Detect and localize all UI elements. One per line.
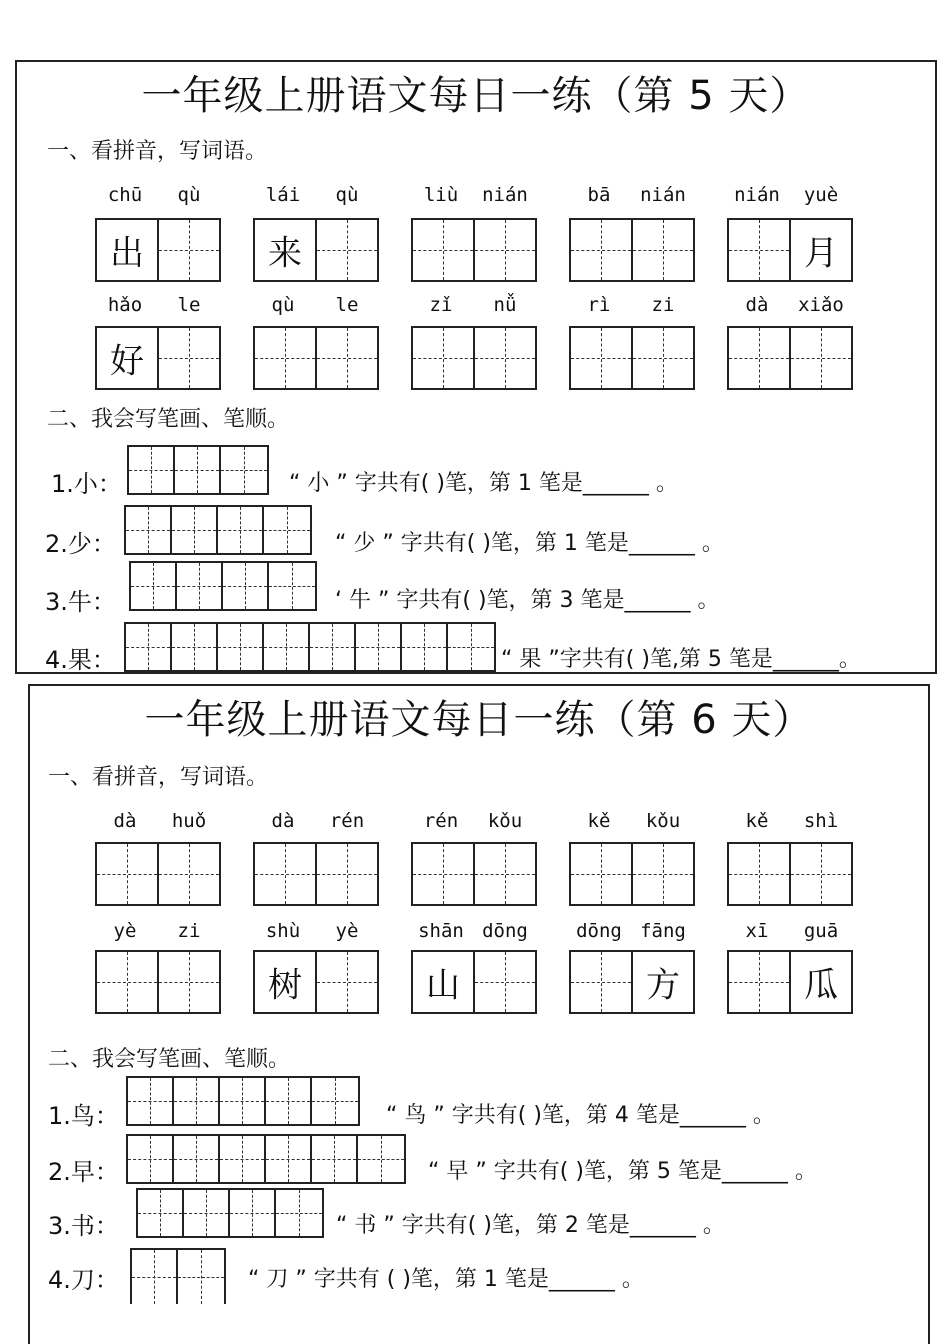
question-label: 1.鸟： (48, 1102, 119, 1130)
tianzige-box[interactable] (157, 326, 221, 390)
tianzige-box[interactable] (789, 842, 853, 906)
tianzige-box[interactable] (95, 218, 159, 282)
pinyin-label: bā (587, 184, 611, 206)
question-text: “ 书 ” 字共有( )笔，第 2 笔是______ 。 (336, 1213, 725, 1238)
pinyin-label: shì (803, 810, 839, 832)
pinyin-label: kǒu (487, 810, 523, 832)
tianzige-box[interactable] (315, 218, 379, 282)
pinyin-label: le (177, 294, 201, 316)
given-character: 树 (268, 965, 302, 1006)
question-label: 2.早： (48, 1158, 119, 1186)
pinyin-label: dà (271, 810, 295, 832)
pinyin-label: nián (734, 184, 780, 206)
pinyin-label: nián (640, 184, 686, 206)
pinyin-label: yè (113, 920, 137, 942)
worksheet-day6 (28, 684, 930, 1344)
tianzige-box[interactable] (411, 326, 475, 390)
pinyin-label: rén (423, 810, 459, 832)
tianzige-box[interactable] (157, 950, 221, 1014)
pinyin-label: yuè (803, 184, 839, 206)
tianzige-box[interactable] (569, 950, 633, 1014)
pinyin-label: xiǎo (798, 294, 844, 316)
tianzige-box[interactable] (631, 218, 695, 282)
tianzige-box[interactable] (95, 950, 159, 1014)
pinyin-label: huǒ (171, 810, 207, 832)
given-character: 瓜 (804, 965, 838, 1006)
question-text: ‘ 牛 ” 字共有( )笔，第 3 笔是______ 。 (335, 588, 720, 613)
pinyin-label: qù (335, 184, 359, 206)
given-character: 来 (268, 233, 302, 274)
given-character: 山 (426, 965, 460, 1006)
tianzige-box[interactable] (631, 842, 695, 906)
tianzige-box[interactable] (631, 326, 695, 390)
page-title: 一年级上册语文每日一练（第 5 天） (141, 73, 811, 119)
question-label: 2.少： (45, 530, 116, 558)
pinyin-label: fāng (640, 920, 686, 942)
tianzige-box[interactable] (253, 218, 317, 282)
tianzige-box[interactable] (727, 950, 791, 1014)
pinyin-label: guā (803, 920, 839, 942)
question-label: 3.书： (48, 1212, 119, 1240)
given-character: 方 (646, 965, 680, 1006)
stroke-boxes[interactable] (124, 622, 496, 672)
pinyin-label: dōng (482, 920, 528, 942)
stroke-boxes[interactable] (126, 1076, 360, 1126)
pinyin-label: kě (745, 810, 769, 832)
tianzige-box[interactable] (95, 842, 159, 906)
pinyin-label: kǒu (645, 810, 681, 832)
tianzige-box[interactable] (631, 950, 695, 1014)
tianzige-box[interactable] (789, 950, 853, 1014)
tianzige-box[interactable] (157, 842, 221, 906)
given-character: 月 (804, 233, 838, 274)
tianzige-box[interactable] (569, 842, 633, 906)
pinyin-label: zi (177, 920, 201, 942)
tianzige-box[interactable] (569, 326, 633, 390)
worksheet-day5 (15, 60, 937, 674)
section-heading: 一、看拼音，写词语。 (48, 765, 269, 790)
question-label: 1.小： (51, 470, 122, 498)
tianzige-box[interactable] (411, 218, 475, 282)
question-text: “ 果 ”字共有( )笔,第 5 笔是______。 (501, 647, 861, 672)
pinyin-label: shù (265, 920, 301, 942)
stroke-boxes[interactable] (129, 561, 317, 611)
pinyin-label: nián (482, 184, 528, 206)
question-text: “ 鸟 ” 字共有( )笔，第 4 笔是______ 。 (386, 1103, 775, 1128)
tianzige-box[interactable] (411, 950, 475, 1014)
stroke-boxes[interactable] (130, 1248, 226, 1304)
section-heading: 一、看拼音，写词语。 (47, 139, 268, 164)
pinyin-label: liù (423, 184, 459, 206)
tianzige-box[interactable] (473, 950, 537, 1014)
pinyin-label: xī (745, 920, 769, 942)
pinyin-label: yè (335, 920, 359, 942)
given-character: 出 (110, 233, 144, 274)
question-text: “ 刀 ” 字共有 ( )笔，第 1 笔是______ 。 (248, 1267, 644, 1292)
question-text: “ 早 ” 字共有( )笔，第 5 笔是______ 。 (428, 1159, 817, 1184)
question-label: 4.刀： (48, 1266, 119, 1294)
pinyin-label: lái (265, 184, 301, 206)
tianzige-box[interactable] (727, 842, 791, 906)
tianzige-box[interactable] (411, 842, 475, 906)
pinyin-label: rén (329, 810, 365, 832)
pinyin-label: nǚ (493, 294, 517, 316)
question-text: “ 小 ” 字共有( )笔，第 1 笔是______ 。 (289, 471, 678, 496)
tianzige-box[interactable] (253, 326, 317, 390)
pinyin-label: qù (177, 184, 201, 206)
question-label: 4.果： (45, 646, 116, 674)
stroke-boxes[interactable] (127, 445, 269, 495)
tianzige-box[interactable] (157, 218, 221, 282)
tianzige-box[interactable] (315, 842, 379, 906)
pinyin-label: le (335, 294, 359, 316)
pinyin-label: zi (651, 294, 675, 316)
pinyin-label: dōng (576, 920, 622, 942)
stroke-boxes[interactable] (124, 505, 312, 555)
pinyin-label: rì (587, 294, 611, 316)
tianzige-box[interactable] (253, 842, 317, 906)
pinyin-label: kě (587, 810, 611, 832)
tianzige-box[interactable] (727, 326, 791, 390)
stroke-boxes[interactable] (126, 1134, 406, 1184)
pinyin-label: chū (107, 184, 143, 206)
tianzige-box[interactable] (473, 842, 537, 906)
tianzige-box[interactable] (473, 218, 537, 282)
tianzige-box[interactable] (95, 326, 159, 390)
tianzige-box[interactable] (315, 326, 379, 390)
tianzige-box[interactable] (253, 950, 317, 1014)
tianzige-box[interactable] (789, 326, 853, 390)
pinyin-label: zǐ (429, 294, 453, 316)
tianzige-box[interactable] (789, 218, 853, 282)
page-title: 一年级上册语文每日一练（第 6 天） (144, 697, 814, 743)
tianzige-box[interactable] (315, 950, 379, 1014)
pinyin-label: dà (745, 294, 769, 316)
pinyin-label: qù (271, 294, 295, 316)
pinyin-label: shān (418, 920, 464, 942)
tianzige-box[interactable] (569, 218, 633, 282)
section-heading: 二、我会写笔画、笔顺。 (48, 1047, 291, 1072)
tianzige-box[interactable] (727, 218, 791, 282)
stroke-boxes[interactable] (136, 1188, 324, 1238)
question-text: “ 少 ” 字共有( )笔，第 1 笔是______ 。 (335, 531, 724, 556)
given-character: 好 (110, 341, 144, 382)
question-label: 3.牛： (45, 588, 116, 616)
section-heading: 二、我会写笔画、笔顺。 (47, 407, 290, 432)
pinyin-label: dà (113, 810, 137, 832)
pinyin-label: hǎo (107, 294, 143, 316)
tianzige-box[interactable] (473, 326, 537, 390)
